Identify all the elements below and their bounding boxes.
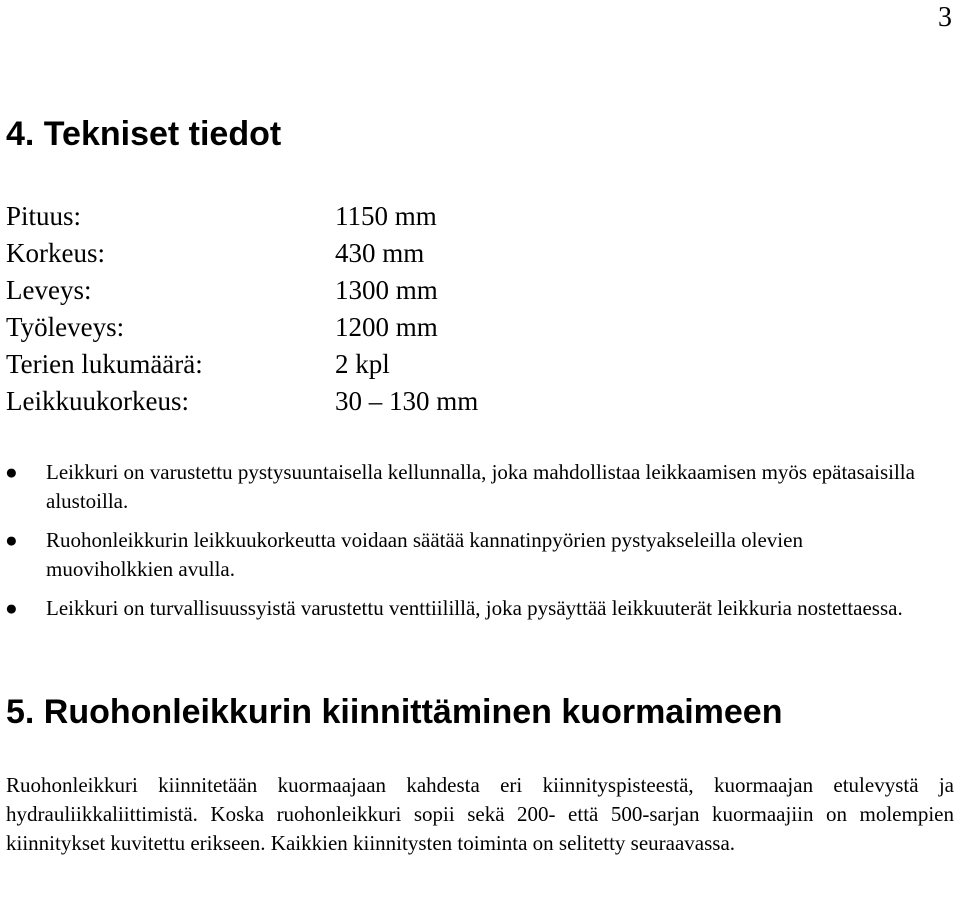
spec-value: 430 mm xyxy=(335,238,425,268)
spec-label: Leveys: xyxy=(6,275,92,305)
bullet-item xyxy=(0,458,926,516)
bullet-text: Leikkuri on turvallisuussyistä varustettu venttiilillä, joka pysäyttää leikkuuterät leikkuria nostettaessa. xyxy=(46,596,903,620)
spec-value: 1150 mm xyxy=(335,201,437,231)
bullet-text: Ruohonleikkurin leikkuukorkeutta voidaan säätää kannatinpyörien pystyakseleilla olevien muoviholkkien avulla. xyxy=(46,528,803,581)
spec-label: Leikkuukorkeus: xyxy=(6,386,189,416)
bullet-text: Leikkuri on varustettu pystysuuntaisella kellunnalla, joka mahdollistaa leikkaamisen myös epätasaisilla alustoilla. xyxy=(46,460,915,513)
spec-row-height xyxy=(6,235,478,272)
spec-label: Terien lukumäärä: xyxy=(6,349,203,379)
feature-bullet-list xyxy=(0,458,960,633)
spec-value: 1200 mm xyxy=(335,312,438,342)
bullet-item xyxy=(0,526,926,584)
section-5-paragraph: Ruohonleikkuri kiinnitetään kuormaajaan kahdesta eri kiinnityspisteestä, kuormaajan etulevystä ja hydrauliikkaliittimistä. Koska ruohonleikkuri sopii sekä 200- että 500-sarjan kuormaajiin on molempien kiinnitykset kuvitettu erikseen. Kaikkien kiinnitysten toiminta on selitetty seuraavassa. xyxy=(6,773,954,855)
spec-row-cutting-height xyxy=(6,383,478,420)
spec-row-width xyxy=(6,272,478,309)
spec-row-length xyxy=(6,198,478,235)
spec-label: Pituus: xyxy=(6,201,82,231)
spec-value: 1300 mm xyxy=(335,275,438,305)
spec-value: 30 – 130 mm xyxy=(335,386,479,416)
spec-label: Korkeus: xyxy=(6,238,105,268)
bullet-item xyxy=(0,594,926,623)
section-4-heading: 4. Tekniset tiedot xyxy=(6,115,282,153)
bullet-dot-icon: ● xyxy=(5,528,18,552)
spec-label: Työleveys: xyxy=(6,312,125,342)
page-number: 3 xyxy=(938,2,952,33)
technical-specs-table xyxy=(6,198,478,420)
spec-row-working-width xyxy=(6,309,478,346)
bullet-dot-icon: ● xyxy=(5,596,18,620)
spec-row-blade-count xyxy=(6,346,478,383)
spec-value: 2 kpl xyxy=(335,349,390,379)
bullet-dot-icon: ● xyxy=(5,460,18,484)
section-5-heading: 5. Ruohonleikkurin kiinnittäminen kuormaimeen xyxy=(6,693,783,731)
